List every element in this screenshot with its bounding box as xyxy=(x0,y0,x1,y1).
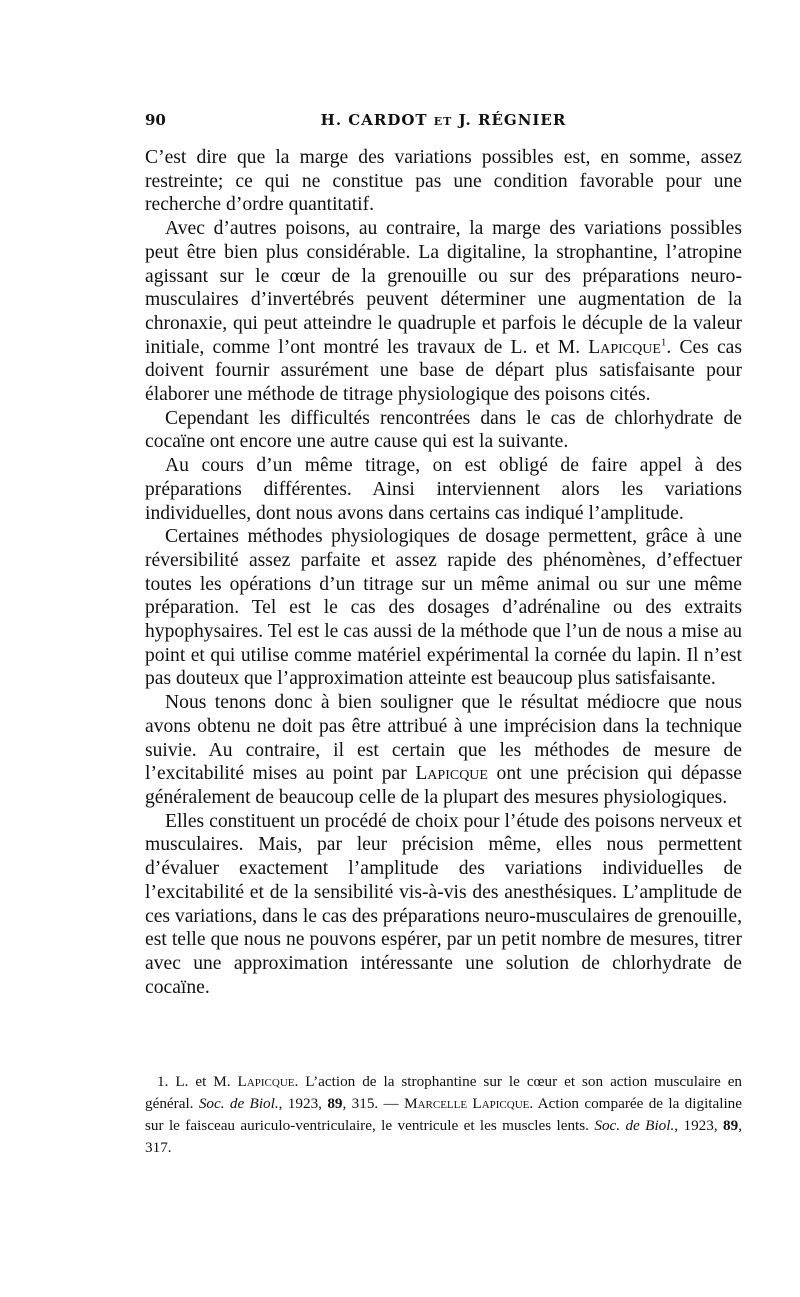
author-1: H. CARDOT xyxy=(320,111,428,129)
paragraph-6 xyxy=(145,691,742,810)
footnote-page-1: , 315. — xyxy=(342,1095,399,1112)
footnote-authors-1: L. et M. xyxy=(175,1073,231,1090)
footnote-name-2: Marcelle Lapicque xyxy=(404,1095,530,1112)
author-conjunction: et xyxy=(433,111,453,129)
paragraph-1: C’est dire que la marge des variations possibles est, en somme, assez restreinte; ce qui ne constitue pas une condition favorable pour une recherche d’ordre quantitatif. xyxy=(145,147,742,216)
paragraph-7: Elles constituent un procédé de choix pour l’étude des poisons nerveux et musculaires. Mais, par leur précision même, elles nous permettent d’évaluer exactement l’amplitude des variations individuelles de l’excitabilité et de la sensibilité vis-à-vis des anesthésiques. L’amplitude de ces variations, dans le cas des préparations neuro-musculaires de grenouille, est telle que nous ne pouvons espérer, par un petit nombre de mesures, titrer avec une approximation intéressante une solution de chlorhydrate de cocaïne. xyxy=(145,810,742,998)
author-2: J. RÉGNIER xyxy=(458,111,567,129)
paragraph-6-end: ont une précision qui dépasse généralement de beaucoup celle de la plupart des mesures physiologiques. xyxy=(145,763,742,808)
footnote-journal-2: Soc. de Biol. xyxy=(594,1117,675,1134)
author-name-lapicque-2: Lapicque xyxy=(415,763,488,785)
footnote-journal-1: Soc. de Biol. xyxy=(198,1095,279,1112)
paragraph-6-start: Nous tenons donc à bien souligner que le résultat médiocre que nous avons obtenu ne doit pas être attribué à une imprécision dans la technique suivie. Au contraire, il est certain que les méthodes de mesure de l’excitabilité mises au point par xyxy=(145,692,742,785)
paragraph-5: Certaines méthodes physiologiques de dosage permettent, grâce à une réversibilité assez parfaite et assez rapide des phénomènes, d’effectuer toutes les opérations d’un titrage sur un même animal ou sur une même préparation. Tel est le cas des dosages d’adrénaline ou des extraits hypophysaires. Tel est le cas aussi de la méthode que l’un de nous a mise au point et qui utilise comme matériel expérimental la cornée du lapin. Il n’est pas douteux que l’approximation atteinte est beaucoup plus satisfaisante. xyxy=(145,526,742,690)
footnote-volume-1: 89 xyxy=(327,1095,343,1112)
paragraph-3: Cependant les difficultés rencontrées dans le cas de chlorhydrate de cocaïne ont encore une autre cause qui est la suivante. xyxy=(145,407,742,453)
footnote-1 xyxy=(145,1071,742,1159)
footnote-volume-2: 89 xyxy=(723,1117,739,1134)
footnote-year-2: , 1923, xyxy=(674,1117,718,1134)
footnote-ref-1[interactable]: 1 xyxy=(660,336,667,349)
page-header xyxy=(145,111,742,137)
footnote-page-2: , 317. xyxy=(145,1117,743,1156)
footnote xyxy=(145,1071,742,1159)
paragraph-2-text: Avec d’autres poisons, au contraire, la marge des variations possibles peut être bien plus considérable. La digitaline, la strophantine, l’atropine agissant sur le cœur de la grenouille ou sur des préparations neuro-musculaires d’invertébrés peuvent déterminer une augmentation de la chronaxie, qui peut atteindre le quadruple et parfois le décuple de la valeur initiale, comme l’ont montré les travaux de L. et M. xyxy=(145,218,742,358)
author-name-lapicque: Lapicque xyxy=(588,336,661,358)
footnote-text-1: . L’action de la strophantine sur le cœur et son action musculaire en général. xyxy=(145,1073,743,1112)
paragraph-2-end: . Ces cas doivent fournir assurément une base de départ plus satisfaisante pour élaborer une méthode de titrage physiologique des poisons cités. xyxy=(145,336,742,406)
paragraph-4: Au cours d’un même titrage, on est obligé de faire appel à des préparations différentes. Ainsi interviennent alors les variations individuelles, dont nous avons dans certains cas indiqué l’amplitude. xyxy=(145,455,742,524)
page-number: 90 xyxy=(145,111,166,129)
footnote-year-1: , 1923, xyxy=(278,1095,322,1112)
paragraph-2 xyxy=(145,217,742,407)
running-head xyxy=(145,111,742,129)
footnote-text-2: . Action comparée de la digitaline sur le faisceau auriculo-ventriculaire, le ventricule et les muscles lents. xyxy=(145,1095,743,1134)
body-text xyxy=(145,146,742,999)
footnote-number: 1. xyxy=(157,1073,169,1090)
footnote-name-1: Lapicque xyxy=(237,1073,295,1090)
